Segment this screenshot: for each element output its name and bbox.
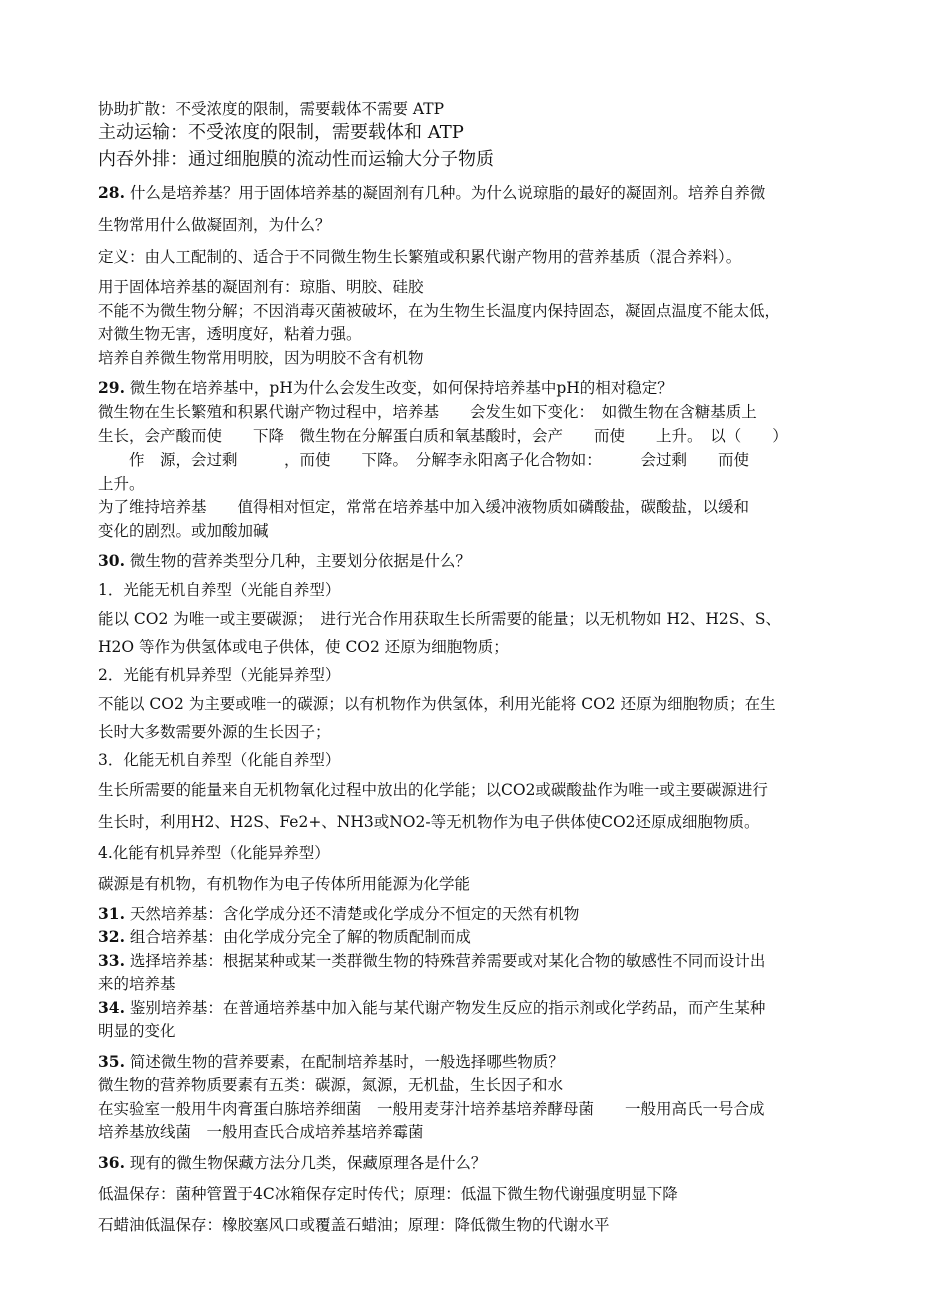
question-30 <box>98 551 471 571</box>
text-line: 2．光能有机异养型（光能异养型） <box>98 666 341 684</box>
text-line: 生长所需要的能量来自无机物氧化过程中放出的化学能；以CO2或碳酸盐作为唯一或主要碳源进行 <box>98 781 768 799</box>
item-text: 选择培养基：根据某种或某一类群微生物的特殊营养需要或对某化合物的敏感性不同而设计出 <box>124 952 766 970</box>
question-text: 现有的微生物保藏方法分几类，保藏原理各是什么？ <box>124 1154 487 1172</box>
question-text: 微生物的营养类型分几种，主要划分依据是什么？ <box>124 552 471 570</box>
text-line: 低温保存：菌种管置于4C冰箱保存定时传代；原理：低温下微生物代谢强度明显下降 <box>98 1185 678 1203</box>
text-line: 能以 CO2 为唯一或主要碳源； 进行光合作用获取生长所需要的能量；以无机物如 H2、H2S、S、 <box>98 610 781 628</box>
question-number: 29. <box>98 378 125 397</box>
text-line: 作 源，会过剩 ，而使 下降。 分解李永阳离子化合物如： 会过剩 而使 <box>98 451 750 469</box>
text-line: 明显的变化 <box>98 1022 176 1040</box>
question-number: 36. <box>98 1153 125 1172</box>
item-text: 天然培养基：含化学成分还不清楚或化学成分不恒定的天然有机物 <box>124 905 580 923</box>
question-text: 微生物在培养基中，pH为什么会发生改变，如何保持培养基中pH的相对稳定？ <box>124 379 673 397</box>
text-line: 生长，会产酸而使 下降 微生物在分解蛋白质和氧基酸时，会产 而使 上升。 以（ ） <box>98 427 788 445</box>
item-number: 32. <box>98 927 125 946</box>
item-number: 31. <box>98 904 125 923</box>
text-line: 变化的剧烈。或加酸加碱 <box>98 522 269 540</box>
text-line: 碳源是有机物，有机物作为电子传体所用能源为化学能 <box>98 875 471 893</box>
text-line: 生物常用什么做凝固剂，为什么？ <box>98 216 331 234</box>
item-text: 组合培养基：由化学成分完全了解的物质配制而成 <box>124 928 471 946</box>
text-line: 协助扩散：不受浓度的限制，需要载体不需要 ATP <box>98 100 445 118</box>
text-line: 来的培养基 <box>98 975 176 993</box>
text-line: 4.化能有机异养型（化能异养型） <box>98 844 330 862</box>
text-line: 微生物的营养物质要素有五类：碳源，氮源，无机盐，生长因子和水 <box>98 1076 564 1094</box>
text-line: 生长时，利用H2、H2S、Fe2+、NH3或NO2-等无机物作为电子供体使CO2还原成细胞物质。 <box>98 813 760 831</box>
text-line: 内吞外排：通过细胞膜的流动性而运输大分子物质 <box>98 149 494 170</box>
text-line: 不能不为微生物分解；不因消毒灭菌被破坏，在为生物生长温度内保持固态，凝固点温度不能太低， <box>98 302 781 320</box>
question-number: 30. <box>98 551 125 570</box>
question-number: 35. <box>98 1052 125 1071</box>
text-line: 不能以 CO2 为主要或唯一的碳源；以有机物作为供氢体，利用光能将 CO2 还原为细胞物质；在生 <box>98 695 776 713</box>
text-line: 微生物在生长繁殖和积累代谢产物过程中，培养基 会发生如下变化： 如微生物在含糖基质上 <box>98 403 757 421</box>
text-line: 长时大多数需要外源的生长因子； <box>98 723 331 741</box>
question-text: 简述微生物的营养要素，在配制培养基时，一般选择哪些物质？ <box>124 1053 564 1071</box>
text-line: 定义：由人工配制的、适合于不同微生物生长繁殖或积累代谢产物用的营养基质（混合养料）。 <box>98 248 742 266</box>
text-line: 石蜡油低温保存：橡胶塞风口或覆盖石蜡油；原理：降低微生物的代谢水平 <box>98 1216 610 1234</box>
question-28 <box>98 183 765 203</box>
item-32 <box>98 927 471 947</box>
item-number: 33. <box>98 951 125 970</box>
text-line: 为了维持培养基 值得相对恒定，常常在培养基中加入缓冲液物质如磷酸盐，碳酸盐，以缓和 <box>98 498 750 516</box>
item-34 <box>98 998 765 1018</box>
item-31 <box>98 904 579 924</box>
question-number: 28. <box>98 183 125 202</box>
question-text: 什么是培养基？用于固体培养基的凝固剂有几种。为什么说琼脂的最好的凝固剂。培养自养微 <box>124 184 766 202</box>
item-text: 鉴别培养基：在普通培养基中加入能与某代谢产物发生反应的指示剂或化学药品，而产生某种 <box>124 999 766 1017</box>
text-line: 1．光能无机自养型（光能自养型） <box>98 581 341 599</box>
question-29 <box>98 378 673 398</box>
item-number: 34. <box>98 998 125 1017</box>
text-line: 在实验室一般用牛肉膏蛋白胨培养细菌 一般用麦芽汁培养基培养酵母菌 一般用高氏一号合成 <box>98 1100 765 1118</box>
text-line: 对微生物无害，透明度好，粘着力强。 <box>98 325 362 343</box>
text-line: 上升。 <box>98 475 145 493</box>
text-line: 用于固体培养基的凝固剂有：琼脂、明胶、硅胶 <box>98 278 424 296</box>
text-line: 培养自养微生物常用明胶，因为明胶不含有机物 <box>98 349 424 367</box>
text-line: H2O 等作为供氢体或电子供体，使 CO2 还原为细胞物质； <box>98 638 509 656</box>
question-36 <box>98 1153 486 1173</box>
text-line: 培养基放线菌 一般用查氏合成培养基培养霉菌 <box>98 1123 424 1141</box>
question-35 <box>98 1052 564 1072</box>
text-line: 3．化能无机自养型（化能自养型） <box>98 751 341 769</box>
item-33 <box>98 951 765 971</box>
text-line: 主动运输：不受浓度的限制，需要载体和 ATP <box>98 122 464 143</box>
